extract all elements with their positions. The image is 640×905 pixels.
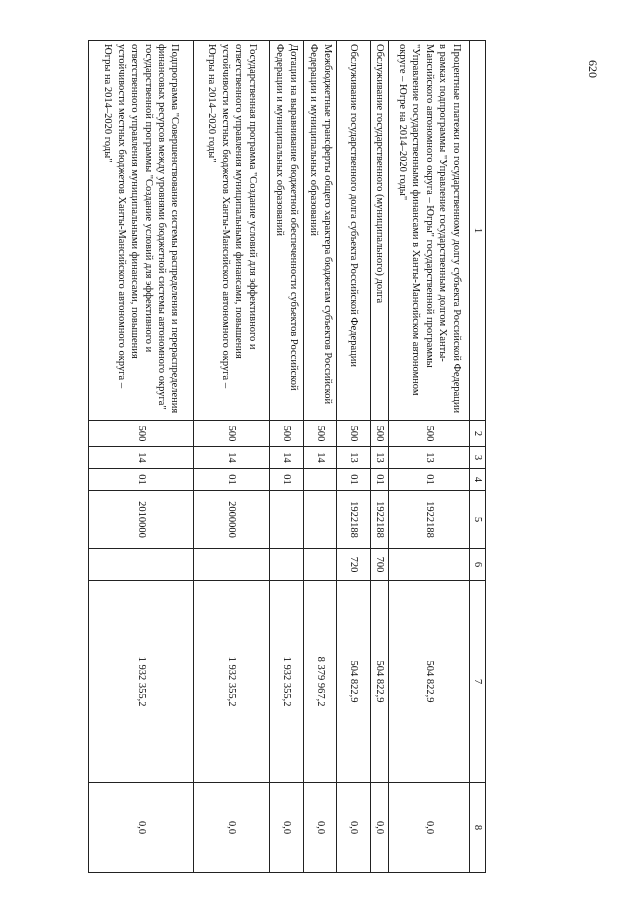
cell-col-5: 2010000 — [89, 491, 194, 549]
cell-col-8: 0,0 — [388, 783, 469, 873]
cell-col-7: 504 822,9 — [371, 581, 389, 783]
row-name: Дотации на выравнивание бюджетной обеспеченности субъектов Российской Федерации и муниципальных образований — [270, 41, 304, 421]
row-name: Процентные платежи по государственному долгу субъекта Российской Федерации в рамках подпрограммы "Управление государственным долгом Ханты-Мансийского автономного округа – Югры" государственной программы "Управление государственными финансами в Ханты-Мансийском автономном округе – Югре на 2014–2020 годы" — [388, 41, 469, 421]
cell-col-6 — [270, 549, 304, 581]
header-col-5: 5 — [470, 491, 486, 549]
cell-col-6 — [303, 549, 337, 581]
row-name: Обслуживание государственного долга субъекта Российской Федерации — [337, 41, 371, 421]
header-col-7: 7 — [470, 581, 486, 783]
cell-col-3: 14 — [89, 447, 194, 469]
header-col-3: 3 — [470, 447, 486, 469]
table-row — [337, 41, 371, 873]
header-col-4: 4 — [470, 469, 486, 491]
cell-col-3: 13 — [388, 447, 469, 469]
cell-col-3: 13 — [337, 447, 371, 469]
cell-col-2: 500 — [89, 421, 194, 447]
row-name: Государственная программа "Создание условий для эффективного и ответственного управления муниципальными финансами, повышения устойчивости местных бюджетов Ханты-Мансийского автономного округа – Югры на 2014–2020 годы" — [194, 41, 270, 421]
cell-col-7: 1 932 355,2 — [270, 581, 304, 783]
cell-col-3: 14 — [303, 447, 337, 469]
header-col-1: 1 — [470, 41, 486, 421]
cell-col-4: 01 — [270, 469, 304, 491]
cell-col-2: 500 — [371, 421, 389, 447]
header-row — [470, 41, 486, 873]
cell-col-6 — [89, 549, 194, 581]
row-name: Подпрограмма "Совершенствование системы распределения и перераспределения финансовых ресурсов между уровнями бюджетной системы автономного округа" государственной программы "Создание условий для эффективного и ответственного управления муниципальными финансами, повышения устойчивости местных бюджетов Ханты-Мансийского автономного округа – Югры на 2014–2020 годы" — [89, 41, 194, 421]
cell-col-7: 8 379 967,2 — [303, 581, 337, 783]
cell-col-6: 720 — [337, 549, 371, 581]
row-name: Обслуживание государственного (муниципального) долга — [371, 41, 389, 421]
cell-col-4: 01 — [337, 469, 371, 491]
rotated-table-container — [88, 40, 486, 872]
cell-col-8: 0,0 — [337, 783, 371, 873]
table-row — [194, 41, 270, 873]
cell-col-4: 01 — [388, 469, 469, 491]
cell-col-4: 01 — [194, 469, 270, 491]
cell-col-3: 14 — [194, 447, 270, 469]
cell-col-3: 13 — [371, 447, 389, 469]
cell-col-6 — [388, 549, 469, 581]
cell-col-5: 1922188 — [337, 491, 371, 549]
cell-col-7: 1 932 355,2 — [89, 581, 194, 783]
cell-col-2: 500 — [337, 421, 371, 447]
table-row — [303, 41, 337, 873]
cell-col-5 — [303, 491, 337, 549]
row-name: Межбюджетные трансферты общего характера бюджетам субъектов Российской Федерации и муниципальных образований — [303, 41, 337, 421]
cell-col-2: 500 — [388, 421, 469, 447]
table-row — [270, 41, 304, 873]
cell-col-6 — [194, 549, 270, 581]
header-col-8: 8 — [470, 783, 486, 873]
cell-col-7: 504 822,9 — [337, 581, 371, 783]
cell-col-5 — [270, 491, 304, 549]
page-number: 620 — [586, 60, 600, 78]
cell-col-5: 1922188 — [371, 491, 389, 549]
cell-col-7: 1 932 355,2 — [194, 581, 270, 783]
table-row — [388, 41, 469, 873]
cell-col-2: 500 — [303, 421, 337, 447]
cell-col-8: 0,0 — [303, 783, 337, 873]
cell-col-8: 0,0 — [194, 783, 270, 873]
cell-col-4 — [303, 469, 337, 491]
cell-col-2: 500 — [194, 421, 270, 447]
cell-col-8: 0,0 — [89, 783, 194, 873]
cell-col-5: 2000000 — [194, 491, 270, 549]
header-col-2: 2 — [470, 421, 486, 447]
cell-col-4: 01 — [371, 469, 389, 491]
table-row — [89, 41, 194, 873]
budget-table — [88, 40, 486, 873]
cell-col-5: 1922188 — [388, 491, 469, 549]
cell-col-8: 0,0 — [270, 783, 304, 873]
cell-col-3: 14 — [270, 447, 304, 469]
cell-col-7: 504 822,9 — [388, 581, 469, 783]
cell-col-8: 0,0 — [371, 783, 389, 873]
header-col-6: 6 — [470, 549, 486, 581]
cell-col-6: 700 — [371, 549, 389, 581]
cell-col-2: 500 — [270, 421, 304, 447]
table-row — [371, 41, 389, 873]
cell-col-4: 01 — [89, 469, 194, 491]
